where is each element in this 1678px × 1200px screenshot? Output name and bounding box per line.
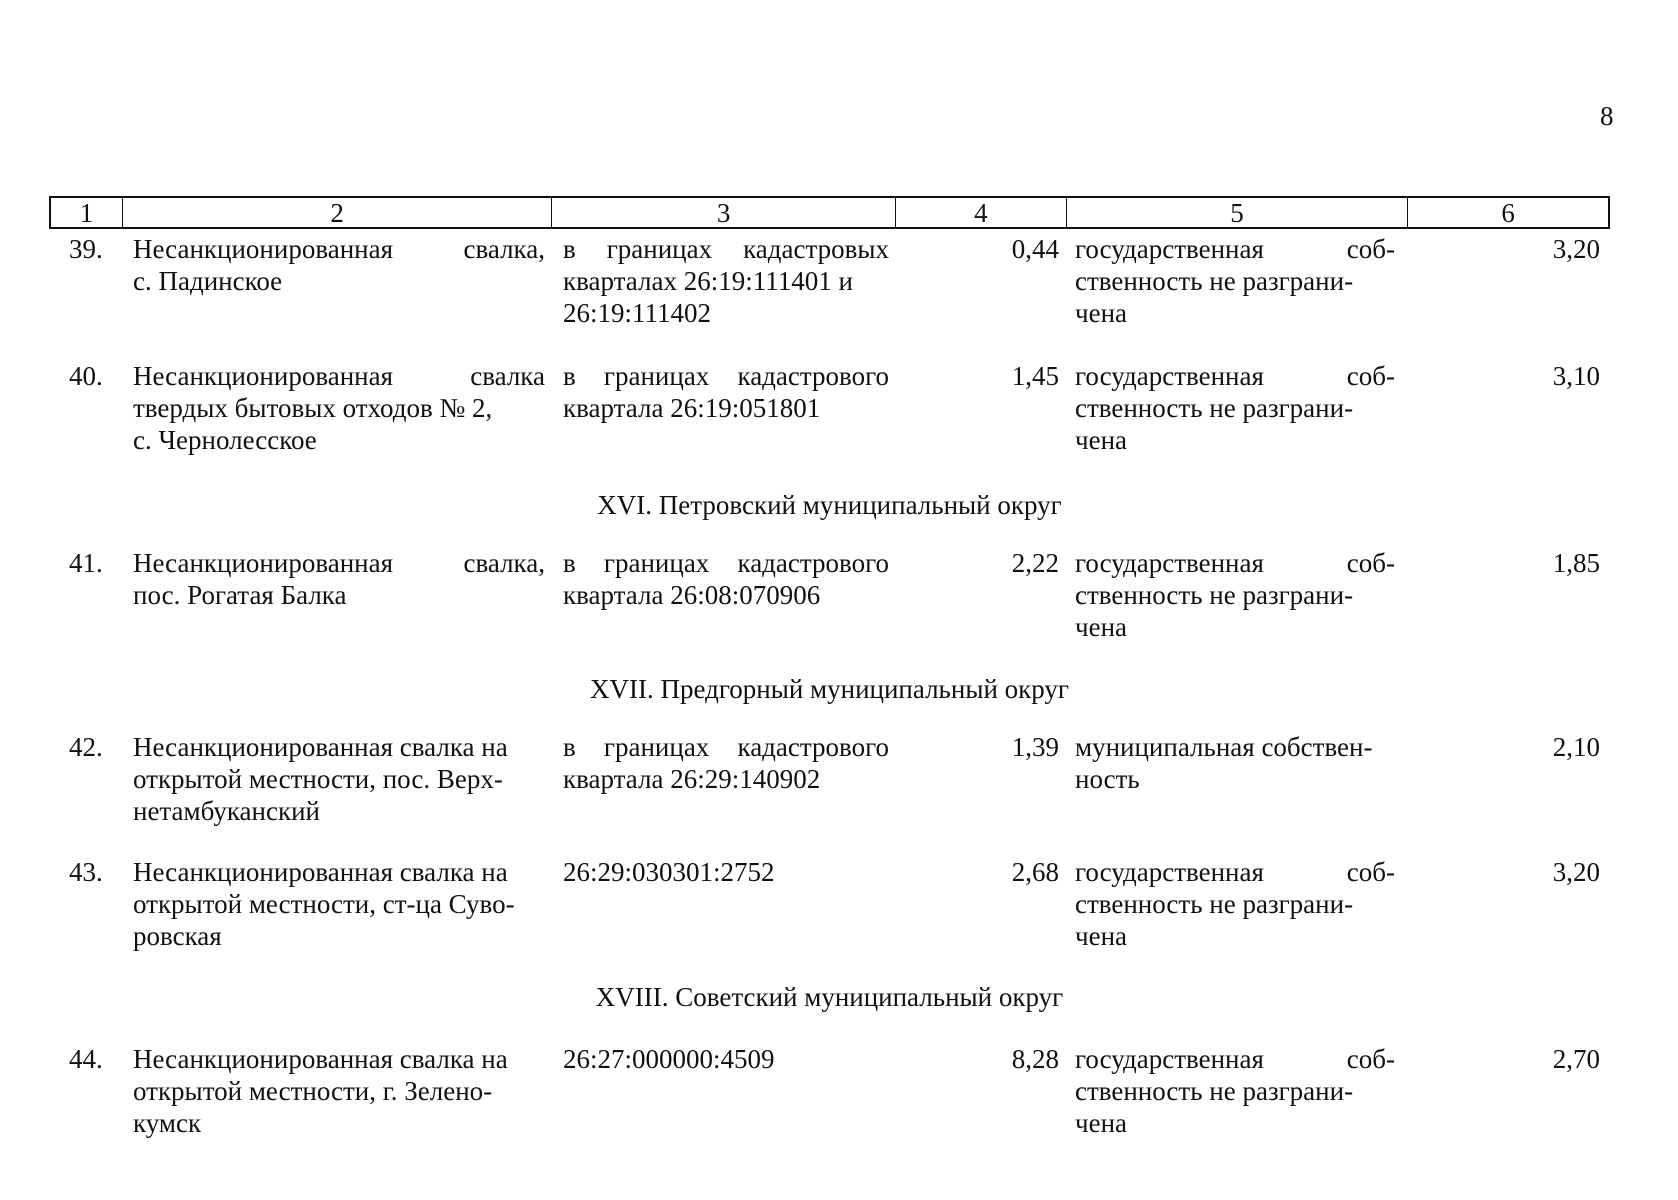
object-area: 2,22 [1011,548,1059,578]
object-area: 0,44 [1011,234,1059,264]
object-location: в границах кадастровых кварталах 26:19:111401 и 26:19:111402 [563,234,889,328]
object-area: 1,39 [1011,732,1059,762]
section-title: XVIII. Советский муниципальный округ [595,982,1064,1012]
object-name: Несанкционированная свалка твердых бытовых отходов № 2, с. Чернолесское [133,361,545,455]
object-ownership: государственная соб- ственность не разграни- чена [1075,234,1395,328]
object-area: 2,68 [1011,857,1059,887]
header-col-1: 1 [51,198,123,227]
page-number: 8 [1600,101,1614,131]
table-header-row [49,196,1610,229]
object-name: Несанкционированная свалка на открытой местности, г. Зелено- кумск [133,1044,508,1138]
object-ownership: государственная соб- ственность не разграни- чена [1075,548,1395,642]
object-name: Несанкционированная свалка на открытой местности, ст-ца Суво- ровская [133,857,515,951]
row-number: 42. [69,732,103,762]
object-area: 8,28 [1011,1044,1059,1074]
object-value: 2,10 [1552,732,1600,762]
object-location: 26:27:000000:4509 [563,1044,775,1074]
header-col-4: 4 [896,198,1067,227]
section-title: XVI. Петровский муниципальный округ [597,490,1062,520]
section-title: XVII. Предгорный муниципальный округ [590,674,1069,704]
object-ownership: государственная соб- ственность не разграни- чена [1075,361,1395,455]
object-value: 3,20 [1552,857,1600,887]
row-number: 40. [69,361,103,391]
object-value: 3,10 [1552,361,1600,391]
object-location: в границах кадастрового квартала 26:19:051801 [563,361,889,423]
object-name: Несанкционированная свалка, с. Падинское [133,234,545,296]
object-location: в границах кадастрового квартала 26:29:140902 [563,732,889,794]
object-value: 1,85 [1552,548,1600,578]
header-col-2: 2 [123,198,552,227]
object-name: Несанкционированная свалка на открытой местности, пос. Верх- нетамбуканский [133,732,508,826]
header-col-6: 6 [1501,198,1515,228]
object-ownership: муниципальная собствен- ность [1075,732,1373,794]
object-ownership: государственная соб- ственность не разграни- чена [1075,857,1395,951]
object-location: в границах кадастрового квартала 26:08:070906 [563,548,889,610]
object-name: Несанкционированная свалка, пос. Рогатая Балка [133,548,545,610]
row-number: 39. [69,234,103,264]
object-location: 26:29:030301:2752 [563,857,775,887]
header-col-3: 3 [552,198,896,227]
row-number: 44. [69,1044,103,1074]
row-number: 41. [69,548,103,578]
object-ownership: государственная соб- ственность не разграни- чена [1075,1044,1395,1138]
header-col-5: 5 [1067,198,1409,227]
row-number: 43. [69,857,103,887]
object-value: 2,70 [1552,1044,1600,1074]
object-value: 3,20 [1552,234,1600,264]
object-area: 1,45 [1011,361,1059,391]
